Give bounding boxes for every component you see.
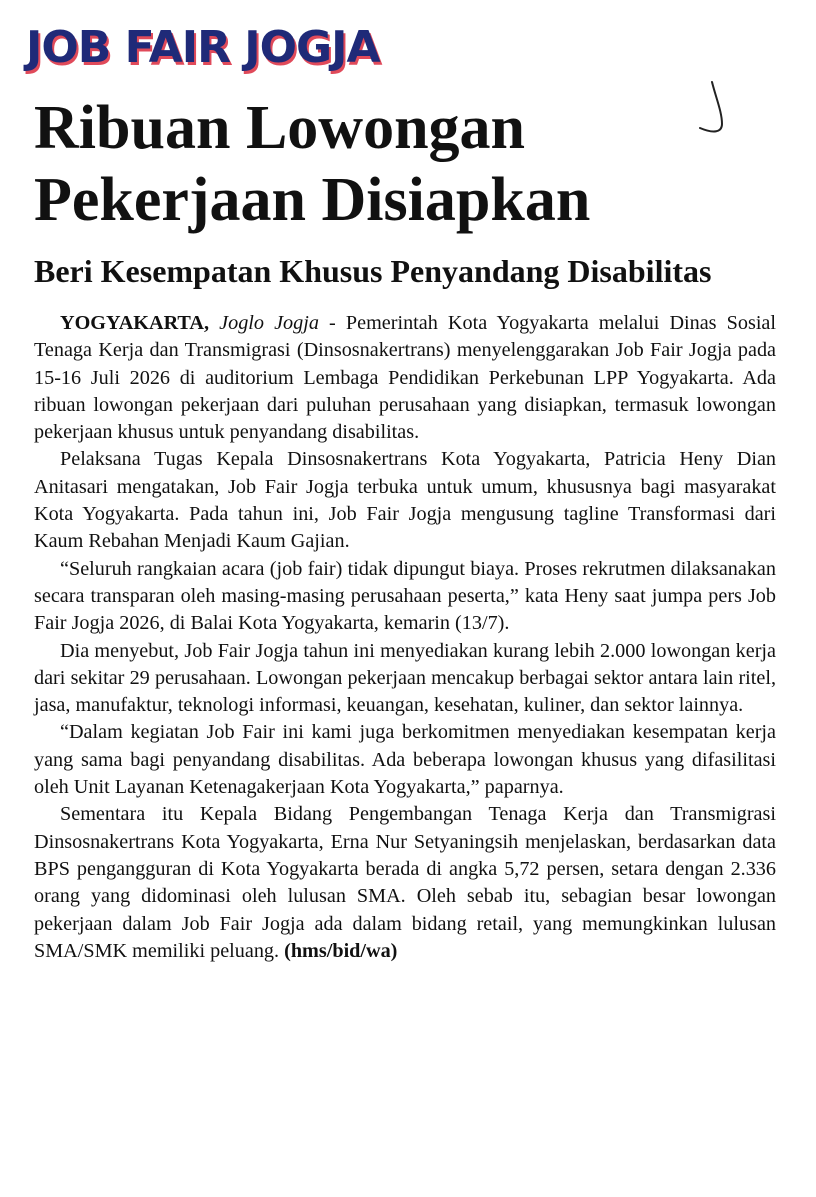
article-body [34, 310, 776, 965]
article-paragraph: Dia menyebut, Job Fair Jogja tahun ini menyediakan kurang lebih 2.000 lowongan kerja dari sekitar 29 perusahaan. Lowongan pekerjaan mencakup berbagai sektor antara lain ritel, jasa, manufaktur, teknologi informasi, keuangan, kesehatan, kuliner, dan sektor lainnya. [34, 639, 776, 717]
dateline: YOGYAKARTA, [60, 312, 210, 334]
lead-text: - Pemerintah Kota Yogyakarta melalui Dinas Sosial Tenaga Kerja dan Transmigrasi (Dinsosnakertrans) menyelenggarakan Job Fair Jogja pada 15-16 Juli 2026 di auditorium Lembaga Pendidikan Perkebunan LPP Yogyakarta. Ada ribuan lowongan pekerjaan dari puluhan perusahaan yang disiapkan, termasuk lowongan pekerjaan khusus untuk penyandang disabilitas. [34, 312, 776, 444]
closing-text: Sementara itu Kepala Bidang Pengembangan Tenaga Kerja dan Transmigrasi Dinsosnakertrans Kota Yogyakarta, Erna Nur Setyaningsih menjelaskan, berdasarkan data BPS pengangguran di Kota Yogyakarta berada di angka 5,72 persen, setara dengan 2.336 orang yang didominasi oleh lulusan SMA. Oleh sebab itu, sebagian besar lowongan pekerjaan dalam Job Fair Jogja ada dalam bidang retail, yang memungkinkan lulusan SMA/SMK memiliki peluang. [34, 803, 776, 962]
article-paragraph: Pelaksana Tugas Kepala Dinsosnakertrans Kota Yogyakarta, Patricia Heny Dian Anitasari mengatakan, Job Fair Jogja terbuka untuk umum, khususnya bagi masyarakat Kota Yogyakarta. Pada tahun ini, Job Fair Jogja mengusung tagline Transformasi dari Kaum Rebahan Menjadi Kaum Gajian. [34, 448, 776, 553]
headline: Ribuan Lowongan Pekerjaan Disiapkan [34, 94, 591, 234]
subheadline: Beri Kesempatan Khusus Penyandang Disabilitas [34, 253, 712, 289]
author-credit: (hms/bid/wa) [284, 939, 398, 962]
source-name: Joglo Jogja [219, 312, 319, 334]
article-paragraph: “Seluruh rangkaian acara (job fair) tidak dipungut biaya. Proses rekrutmen dilaksanakan secara transparan oleh masing-masing perusahaan peserta,” kata Heny saat jumpa pers Job Fair Jogja 2026, di Balai Kota Yogyakarta, kemarin (13/7). [34, 557, 776, 635]
closing-paragraph [34, 801, 776, 965]
article-paragraph: “Dalam kegiatan Job Fair ini kami juga berkomitmen menyediakan kesempatan kerja yang sama bagi penyandang disabilitas. Ada beberapa lowongan khusus yang difasilitasi oleh Unit Layanan Ketenagakerjaan Kota Yogyakarta,” paparnya. [34, 721, 776, 799]
lead-paragraph [34, 310, 776, 446]
section-kicker: JOB FAIR JOGJA [26, 22, 380, 73]
